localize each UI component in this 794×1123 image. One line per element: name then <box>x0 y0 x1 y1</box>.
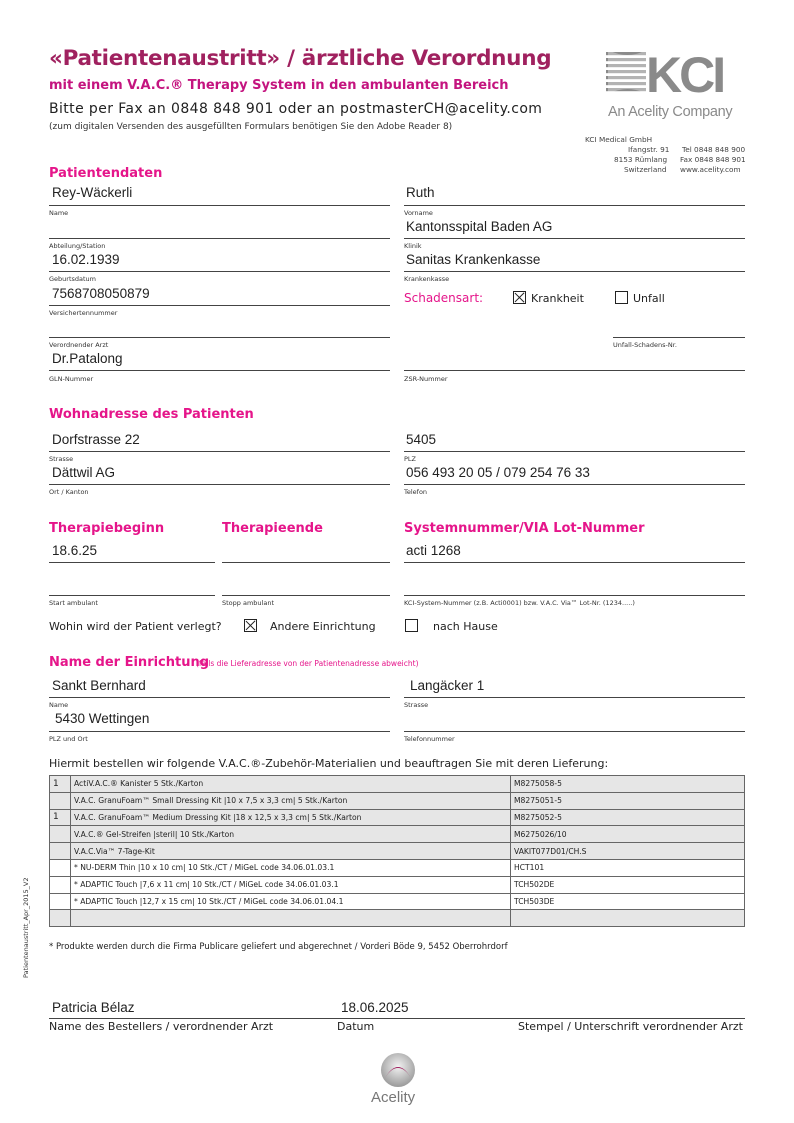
kci-logo <box>606 46 746 124</box>
section-patientendaten: Patientendaten <box>49 166 163 181</box>
einrichtung-telefon-label: Telefonnummer <box>404 735 455 743</box>
reader-note: (zum digitalen Versenden des ausgefüllten Formulars benötigen Sie den Adobe Reader 8) <box>49 122 453 132</box>
order-qty-cell[interactable]: 1 <box>50 809 71 826</box>
plz-label: PLZ <box>404 455 416 463</box>
name-label: Name <box>49 209 69 217</box>
order-desc-cell: V.A.C. GranuFoam™ Small Dressing Kit |10 x 7,5 x 3,3 cm| 5 Stk./Karton <box>71 792 511 809</box>
versicherten-underline <box>49 305 390 306</box>
company-city: 8153 Rümlang <box>614 155 668 164</box>
telefon-field[interactable]: 056 493 20 05 / 079 254 76 33 <box>406 465 590 480</box>
table-row <box>50 893 745 910</box>
ort-label: Ort / Kanton <box>49 488 89 496</box>
company-web: www.acelity.com <box>680 165 741 174</box>
therapiebeginn-underline-2 <box>49 595 215 596</box>
order-desc-cell: * ADAPTIC Touch |7,6 x 11 cm| 10 Stk./CT / MiGeL code 34.06.01.03.1 <box>71 876 511 893</box>
arzt-label: Verordnender Arzt <box>49 341 109 349</box>
section-therapieende: Therapieende <box>222 521 323 536</box>
order-code-cell: M8275051-5 <box>511 792 745 809</box>
einrichtung-name-field[interactable]: Sankt Bernhard <box>52 678 146 693</box>
therapieende-label: Stopp ambulant <box>222 599 274 607</box>
vorname-underline <box>404 205 745 206</box>
plz-underline <box>404 451 745 452</box>
einrichtung-note: (falls die Lieferadresse von der Patientenadresse abweicht) <box>196 659 419 668</box>
klinik-underline <box>404 238 745 239</box>
form-subtitle: mit einem V.A.C.® Therapy System in den ambulanten Bereich <box>49 78 509 93</box>
table-row <box>50 910 745 927</box>
schadensart-label: Schadensart: <box>404 291 484 305</box>
andere-einrichtung-checkbox[interactable] <box>244 619 257 632</box>
versicherten-label: Versichertennummer <box>49 309 118 317</box>
order-code-cell: HCT101 <box>511 859 745 876</box>
order-qty-cell[interactable] <box>50 826 71 843</box>
order-qty-cell[interactable] <box>50 843 71 860</box>
systemnummer-underline-2 <box>404 595 745 596</box>
table-row <box>50 792 745 809</box>
einrichtung-strasse-field[interactable]: Langäcker 1 <box>410 678 485 693</box>
einrichtung-plz-field[interactable]: 5430 Wettingen <box>55 711 150 726</box>
strasse-label: Strasse <box>49 455 74 463</box>
order-code-cell: M6275026/10 <box>511 826 745 843</box>
telefon-label: Telefon <box>404 488 428 496</box>
systemnummer-underline <box>404 562 745 563</box>
table-row <box>50 859 745 876</box>
einrichtung-telefon-underline <box>404 731 745 732</box>
gln-label: GLN-Nummer <box>49 375 94 383</box>
ort-underline <box>49 484 390 485</box>
krankheit-label: Krankheit <box>531 292 584 305</box>
einrichtung-strasse-underline <box>404 697 745 698</box>
side-version-text: Patientenaustritt_Apr_2015_V2 <box>22 877 30 978</box>
nach-hause-label: nach Hause <box>433 620 498 633</box>
krankenkasse-underline <box>404 271 745 272</box>
unfall-nr-underline <box>613 337 745 338</box>
order-table <box>49 775 745 927</box>
company-fax: Fax 0848 848 901 <box>680 155 746 164</box>
strasse-field[interactable]: Dorfstrasse 22 <box>52 432 140 447</box>
strasse-underline <box>49 451 390 452</box>
geburtsdatum-label: Geburtsdatum <box>49 275 96 283</box>
therapieende-underline-2 <box>222 595 390 596</box>
order-qty-cell[interactable]: 1 <box>50 776 71 793</box>
ort-field[interactable]: Dättwil AG <box>52 465 116 480</box>
unfall-label: Unfall <box>633 292 665 305</box>
stempel-label: Stempel / Unterschrift verordnender Arzt <box>518 1020 743 1033</box>
order-desc-cell: ActiV.A.C.® Kanister 5 Stk./Karton <box>71 776 511 793</box>
versicherten-field[interactable]: 7568708050879 <box>52 286 150 301</box>
therapiebeginn-field[interactable]: 18.6.25 <box>52 543 98 558</box>
order-code-cell <box>511 910 745 927</box>
form-title: «Patientenaustritt» / ärztliche Verordnung <box>49 46 552 71</box>
order-desc-cell: * ADAPTIC Touch |12,7 x 15 cm| 10 Stk./CT / MiGeL code 34.06.01.04.1 <box>71 893 511 910</box>
acelity-logo-text: Acelity <box>371 1089 416 1106</box>
klinik-field[interactable]: Kantonsspital Baden AG <box>406 219 553 234</box>
logo-tagline: An Acelity Company <box>608 104 733 120</box>
plz-field[interactable]: 5405 <box>406 432 437 447</box>
svg-text:KCI: KCI <box>646 47 724 96</box>
order-desc-cell: V.A.C. GranuFoam™ Medium Dressing Kit |18 x 12,5 x 3,3 cm| 5 Stk./Karton <box>71 809 511 826</box>
table-row <box>50 826 745 843</box>
order-desc-cell: V.A.C.® Gel-Streifen |steril| 10 Stk./Karton <box>71 826 511 843</box>
zsr-underline <box>404 370 745 371</box>
order-qty-cell[interactable] <box>50 910 71 927</box>
name-underline <box>49 205 390 206</box>
vorname-label: Vorname <box>404 209 433 217</box>
order-qty-cell[interactable] <box>50 893 71 910</box>
therapiebeginn-underline <box>49 562 215 563</box>
section-wohnadresse: Wohnadresse des Patienten <box>49 407 254 422</box>
telefon-underline <box>404 484 745 485</box>
order-desc-cell: * NU-DERM Thin |10 x 10 cm| 10 Stk./CT / MiGeL code 34.06.01.03.1 <box>71 859 511 876</box>
unfall-nr-label: Unfall-Schadens-Nr. <box>613 341 677 349</box>
besteller-name-field[interactable]: Patricia Bélaz <box>52 1000 135 1015</box>
therapieende-underline <box>222 562 390 563</box>
order-desc-cell <box>71 910 511 927</box>
company-name: KCI Medical GmbH <box>585 135 653 144</box>
order-qty-cell[interactable] <box>50 792 71 809</box>
krankenkasse-label: Krankenkasse <box>404 275 450 283</box>
andere-einrichtung-label: Andere Einrichtung <box>270 620 376 633</box>
datum-label: Datum <box>337 1020 375 1033</box>
einrichtung-name-underline <box>49 697 390 698</box>
signature-underline <box>49 1018 745 1019</box>
order-footnote: * Produkte werden durch die Firma Publicare geliefert und abgerechnet / Vorderi Böde 9, 5452 Oberrohrdorf <box>49 942 508 952</box>
datum-field[interactable]: 18.06.2025 <box>341 1000 409 1015</box>
company-tel: Tel 0848 848 900 <box>682 145 746 154</box>
company-country: Switzerland <box>624 165 667 174</box>
section-systemnummer: Systemnummer/VIA Lot-Nummer <box>404 521 645 536</box>
kci-logo-mark <box>606 46 746 96</box>
section-einrichtung: Name der Einrichtung <box>49 655 210 670</box>
geburtsdatum-underline <box>49 271 390 272</box>
order-code-cell: VAKIT077D01/CH.S <box>511 843 745 860</box>
abteilung-underline <box>49 238 390 239</box>
order-qty-cell[interactable] <box>50 859 71 876</box>
table-row <box>50 809 745 826</box>
order-code-cell: TCH502DE <box>511 876 745 893</box>
vorname-field[interactable]: Ruth <box>406 185 435 200</box>
gln-underline <box>49 370 390 371</box>
order-intro: Hiermit bestellen wir folgende V.A.C.®-Zubehör-Materialien und beauftragen Sie mit deren Lieferung: <box>49 757 609 770</box>
order-code-cell: TCH503DE <box>511 893 745 910</box>
einrichtung-plz-underline <box>49 731 390 732</box>
abteilung-label: Abteilung/Station <box>49 242 106 250</box>
geburtsdatum-field[interactable]: 16.02.1939 <box>52 252 120 267</box>
nach-hause-checkbox[interactable] <box>405 619 418 632</box>
krankenkasse-field[interactable]: Sanitas Krankenkasse <box>406 252 541 267</box>
zsr-label: ZSR-Nummer <box>404 375 448 383</box>
besteller-label: Name des Bestellers / verordnender Arzt <box>49 1020 274 1033</box>
einrichtung-name-label: Name <box>49 701 69 709</box>
table-row <box>50 843 745 860</box>
fax-instruction: Bitte per Fax an 0848 848 901 oder an postmasterCH@acelity.com <box>49 101 543 117</box>
order-code-cell: M8275058-5 <box>511 776 745 793</box>
systemnummer-field[interactable]: acti 1268 <box>406 543 461 558</box>
einrichtung-plz-label: PLZ und Ort <box>49 735 88 743</box>
verlegt-question: Wohin wird der Patient verlegt? <box>49 620 222 633</box>
name-field[interactable]: Rey-Wäckerli <box>52 185 133 200</box>
systemnummer-label: KCI-System-Nummer (z.B. Acti0001) bzw. V.A.C. Via™ Lot-Nr. (1234.....) <box>404 599 635 607</box>
order-qty-cell[interactable] <box>50 876 71 893</box>
gln-field[interactable]: Dr.Patalong <box>52 351 123 366</box>
therapiebeginn-label: Start ambulant <box>49 599 98 607</box>
order-code-cell: M8275052-5 <box>511 809 745 826</box>
einrichtung-strasse-label: Strasse <box>404 701 429 709</box>
company-street: Ifangstr. 91 <box>628 145 670 154</box>
table-row <box>50 876 745 893</box>
table-row <box>50 776 745 793</box>
order-desc-cell: V.A.C.Via™ 7-Tage-Kit <box>71 843 511 860</box>
krankheit-checkbox[interactable] <box>513 291 526 304</box>
section-therapiebeginn: Therapiebeginn <box>49 521 165 536</box>
unfall-checkbox[interactable] <box>615 291 628 304</box>
klinik-label: Klinik <box>404 242 422 250</box>
arzt-underline <box>49 337 390 338</box>
